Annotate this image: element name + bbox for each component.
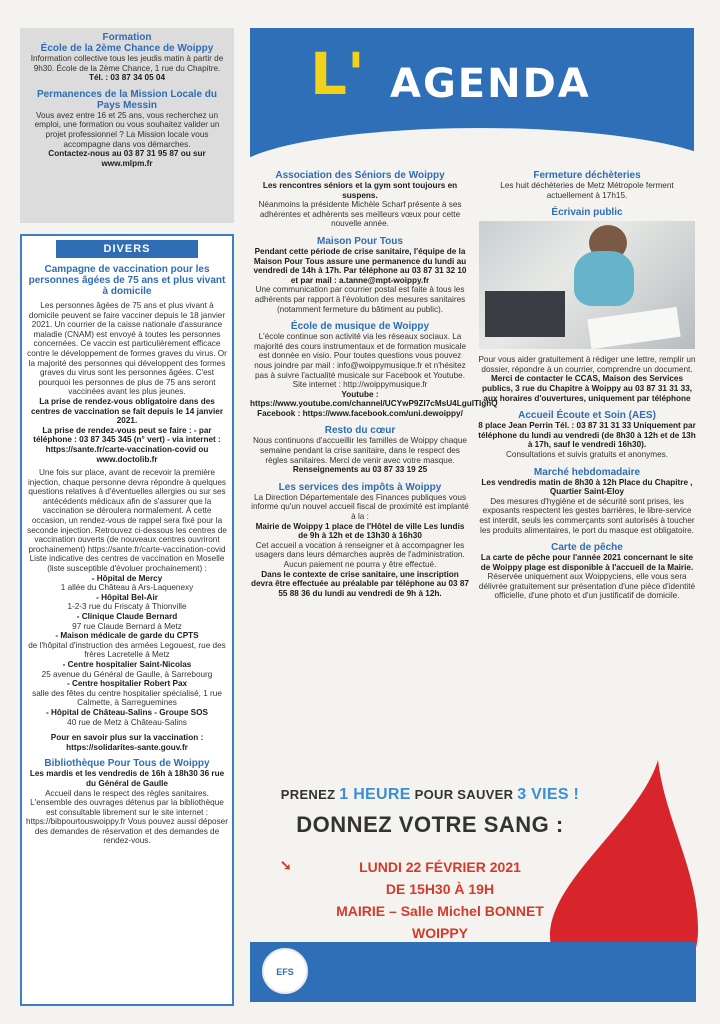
event-place: MAIRIE – Salle Michel BONNET — [336, 903, 544, 919]
seniors-section — [250, 170, 470, 229]
event-date: LUNDI 22 FÉVRIER 2021 — [359, 859, 521, 875]
centre-name: - Centre hospitalier Robert Pax — [66, 679, 188, 689]
vaccin-centres-list — [26, 574, 228, 728]
banner-wave — [250, 128, 694, 158]
musique-title: École de musique de Woippy — [290, 321, 430, 333]
seniors-lead: Les rencontres séniors et la gym sont toujours en suspens. — [262, 181, 458, 200]
resto-body: Nous continuons d'accueillir les familles de Woippy chaque semaine pendant la crise sanitaire, dans le respect des règles sanitaires. Merci de venir avec votre masque. — [253, 436, 467, 465]
mission-body: Vous avez entre 16 et 25 ans, vous recherchez un emploi, une formation ou vous souhaitez valider un projet professionnel ? La Mission locale vous accompagne dans vos démarches. — [34, 110, 220, 149]
ecrivain-body: Pour vous aider gratuitement à rédiger une lettre, remplir un dossier, répondre à un courrier, comprendre un document. — [478, 355, 696, 374]
centre-name: - Hôpital de Mercy — [91, 573, 163, 583]
musique-site-link[interactable]: Site internet : http://woippymusique.fr — [292, 380, 428, 390]
marche-body: Des mesures d'hygiène et de sécurité sont prises, les exposants respectent les gestes barrières, le libre-service est interdit, seuls les commerçants sont autorisés à toucher les produits alimentaires, le port du masque est obligatoire. — [479, 496, 695, 535]
aes-section — [478, 410, 696, 459]
vaccin-title: Campagne de vaccination pour les personnes âgées de 75 ans et plus vivant à domicile — [28, 264, 226, 297]
impots-title: Les services des impôts à Woippy — [278, 481, 442, 493]
formation-title: Formation — [102, 32, 152, 43]
vaccin-more-link[interactable]: Pour en savoir plus sur la vaccination : https://solidarites-sante.gouv.fr — [50, 733, 204, 752]
marche-lead: Les vendredis matin de 8h30 à 12h Place du Chapitre , Quartier Saint-Eloy — [481, 477, 693, 497]
vaccin-p1: Les personnes âgées de 75 ans et plus vivant à domicile peuvent se faire vacciner depuis le 18 janvier 2021. Un courrier de la caisse nationale d'assurance maladie (CNAM) est envoyé à toutes les personnes concernées. Ce vaccin est particulièrement efficace contre le développement de formes graves du virus. Or la majorité des personnes qui développent des formes graves du virus sont les personnes âgées. C'est pourquoi les personnes de plus de 75 ans seront vaccinées avant les plus jeunes. — [27, 301, 227, 397]
vaccin-rdv1: La prise de rendez-vous obligatoire dans des centres de vaccination se fait depuis le 14 janvier 2021. — [30, 396, 224, 426]
seniors-title: Association des Séniors de Woippy — [275, 170, 445, 181]
ecrivain-section — [478, 207, 696, 403]
centre-addr: 1-2-3 rue du Friscaty à Thionville — [67, 602, 187, 612]
formation-body: Information collective tous les jeudis matin à partir de 9h30. École de la 2ème Chance, 1 rue du Chapitre. — [30, 54, 224, 73]
centre-name: - Hôpital de Château-Salins - Groupe SOS — [46, 707, 208, 717]
arrow-icon: ➘ — [280, 857, 292, 873]
agenda-banner — [250, 28, 694, 158]
efs-logo: EFS — [262, 948, 308, 994]
event-hours: DE 15H30 À 19H — [385, 881, 495, 897]
banner-title-l: L' — [310, 40, 365, 108]
formation-subtitle: École de la 2ème Chance de Woippy — [40, 43, 214, 54]
centre-addr: 97 rue Claude Bernard à Metz — [72, 621, 182, 631]
blood-event-details — [290, 856, 590, 944]
biblio-body: Accueil dans le respect des règles sanitaires. L'ensemble des ouvrages détenus par la bibliothèque est consultable librement sur le site internet : https://bibpourtouswoippy.fr Vous pouvez aussi déposer des demandes de réservation et des demandes de rendez-vous. — [26, 788, 228, 846]
mission-contact: Contactez-nous au 03 87 31 95 87 ou sur www.mlpm.fr — [48, 149, 206, 168]
impots-rdv: Dans le contexte de crise sanitaire, une inscription devra être effectuée au préalable par téléphone au 03 87 55 88 36 du lundi au vendredi de 9h à 12h. — [251, 569, 469, 598]
musique-section — [250, 321, 498, 418]
divers-column — [20, 234, 234, 1006]
impots-lieu: Mairie de Woippy 1 place de l'Hôtel de ville Les lundis de 9h à 12h et de 13h30 à 16h30 — [255, 521, 465, 541]
aes-title: Accueil Écoute et Soin (AES) — [518, 410, 656, 422]
photo-paper — [587, 307, 680, 349]
event-city: WOIPPY — [411, 925, 468, 941]
photo-person-scarf — [574, 251, 634, 306]
centre-addr: 25 avenue du Général de Gaulle, à Sarrebourg — [41, 669, 213, 679]
marche-section — [478, 467, 696, 536]
slogan-part-d: 3 VIES ! — [517, 786, 580, 803]
ecrivain-contact: Merci de contacter le CCAS, Maison des Services publics, 3 rue du Chapitre à Woippy au 03 87 31 31 33, aux horaires d'ouvertures, uniquement par téléphone — [481, 374, 693, 403]
mission-title: Permanences de la Mission Locale du Pays Messin — [36, 88, 218, 111]
musique-facebook-link[interactable]: Facebook : https://www.facebook.com/uni.dewoippy/ — [257, 408, 463, 418]
decheteries-body: Les huit déchèteries de Metz Métropole ferment actuellement à 17h15. — [500, 181, 674, 200]
centre-name: - Hôpital Bel-Air — [96, 592, 158, 602]
mpt-title: Maison Pour Tous — [317, 235, 403, 247]
centre-addr: 40 rue de Metz à Château-Salins — [67, 717, 187, 727]
blood-bottom-band — [250, 942, 696, 1002]
centre-addr: salle des fêtes du centre hospitalier spécialisé, 1 rue Calmette, à Sarreguemines — [32, 688, 222, 708]
impots-body: La Direction Départementale des Finances publiques vous informe qu'un nouvel accueil fiscal de proximité est implanté à la : — [251, 492, 469, 522]
seniors-body: Néanmoins la présidente Michèle Scharf présente à ses adhérentes et adhérents ses meilleurs vœux pour cette nouvelle année. — [258, 200, 462, 229]
centre-name: - Clinique Claude Bernard — [76, 612, 178, 621]
resto-tel: Renseignements au 03 87 33 19 25 — [292, 465, 428, 475]
biblio-title: Bibliothèque Pour Tous de Woippy — [44, 758, 210, 770]
peche-section — [478, 542, 696, 601]
blood-slogan — [250, 786, 610, 804]
mpt-body: Une communication par courrier postal est faite à tous les adhérents par rapport à l'évolution des mesures sanitaires (notamment fermeture du bâtiment au public). — [254, 285, 466, 314]
mpt-lead: Pendant cette période de crise sanitaire, l'équipe de la Maison Pour Tous assure une permanence du lundi au vendredi de 14h à 17h. Par téléphone au 03 87 31 32 10 et par mail : a.tanne@mpt-woippy.fr — [253, 246, 467, 285]
biblio-hours: Les mardis et les vendredis de 16h à 18h30 36 rue du Général de Gaulle — [29, 769, 225, 788]
ecrivain-title: Écrivain public — [551, 207, 623, 219]
musique-body: L'école continue son activité via les réseaux sociaux. La majorité des cours instrumentaux et de formation musicale est donnée en visio. Pour toutes questions vous pouvez nous joindre par mail : info@woippymusique.fr et n'hésitez pas à suivre l'actualité musicale sur Facebook et Youtube. — [253, 332, 467, 380]
centre-addr: 1 allée du Château à Ars-Laquenexy — [60, 583, 194, 593]
decheteries-title: Fermeture déchèteries — [533, 170, 641, 181]
resto-section — [250, 425, 470, 474]
centre-addr: de l'hôpital d'instruction des armées Legouest, rue des frères Lacretelle à Metz — [28, 640, 226, 660]
impots-body2: Cet accueil a vocation à renseigner et à accompagner les usagers dans leurs démarches auprès de l'administration. Aucun paiement ne pourra y être effectué. — [255, 540, 465, 569]
banner-title: AGENDA — [390, 61, 591, 107]
mpt-section — [250, 236, 470, 314]
centre-name: - Centre hospitalier Saint-Nicolas — [62, 659, 192, 669]
peche-body: Réservée uniquement aux Woippyciens, elle vous sera délivrée gratuitement sur présentation d'une pièce d'identité officielle, d'une photo et d'un justificatif de domicile. — [478, 572, 696, 601]
right-column — [478, 170, 696, 608]
centre-name: - Maison médicale de garde du CPTS — [55, 631, 199, 641]
divers-label: DIVERS — [56, 240, 198, 258]
slogan-part-b: 1 HEURE — [339, 786, 411, 803]
peche-lead: La carte de pêche pour l'année 2021 concernant le site de Woippy plage est disponible à l'accueil de la Mairie. — [480, 553, 694, 572]
decheteries-section — [478, 170, 696, 200]
vaccin-p2: Une fois sur place, avant de recevoir la première injection, chaque personne devra répondre à quelques questions relatives à d'éventuelles allergies ou sur ses antécédents médicaux afin de s'assurer que la vaccination se déroulera normalement. À cette occasion, un rendez-vous de rappel sera fixé pour la seconde injection. Retrouvez ci-dessous les centres de vaccination ouverts (de nouveaux centres ouvriront prochainement) https://sante.fr/carte-vaccination-covid Liste indicative des centres de vaccination en Moselle (liste susceptible d'évoluer prochainement) : — [27, 468, 227, 574]
marche-title: Marché hebdomadaire — [533, 466, 641, 478]
slogan-part-a: PRENEZ — [280, 787, 336, 802]
formation-mission-box — [20, 28, 234, 223]
aes-body: 8 place Jean Perrin Tél. : 03 87 31 31 33 Uniquement par téléphone du lundi au vendredi (de 8h30 à 12h et de 13h à 17h, sauf le vendredi 16h30). — [478, 421, 696, 450]
aes-note: Consultations et suivis gratuits et anonymes. — [505, 449, 668, 459]
middle-column — [250, 170, 498, 605]
impots-section — [250, 482, 470, 599]
vaccin-rdv2: La prise de rendez-vous peut se faire : - par téléphone : 03 87 345 345 (n° vert) - via internet : https://sante.fr/carte-vaccination-covid ou www.doctolib.fr — [33, 425, 221, 464]
donnez-heading: DONNEZ VOTRE SANG : — [296, 812, 564, 837]
peche-title: Carte de pêche — [551, 542, 623, 554]
resto-title: Resto du cœur — [324, 425, 396, 437]
musique-youtube-link[interactable]: Youtube : https://www.youtube.com/channel/UCYwP9ZI7cMsU4LguITlghQ — [250, 389, 498, 409]
photo-laptop — [485, 291, 565, 337]
slogan-part-c: POUR SAUVER — [414, 787, 514, 802]
writer-photo — [479, 221, 695, 349]
formation-tel: Tél. : 03 87 34 05 04 — [88, 73, 165, 83]
